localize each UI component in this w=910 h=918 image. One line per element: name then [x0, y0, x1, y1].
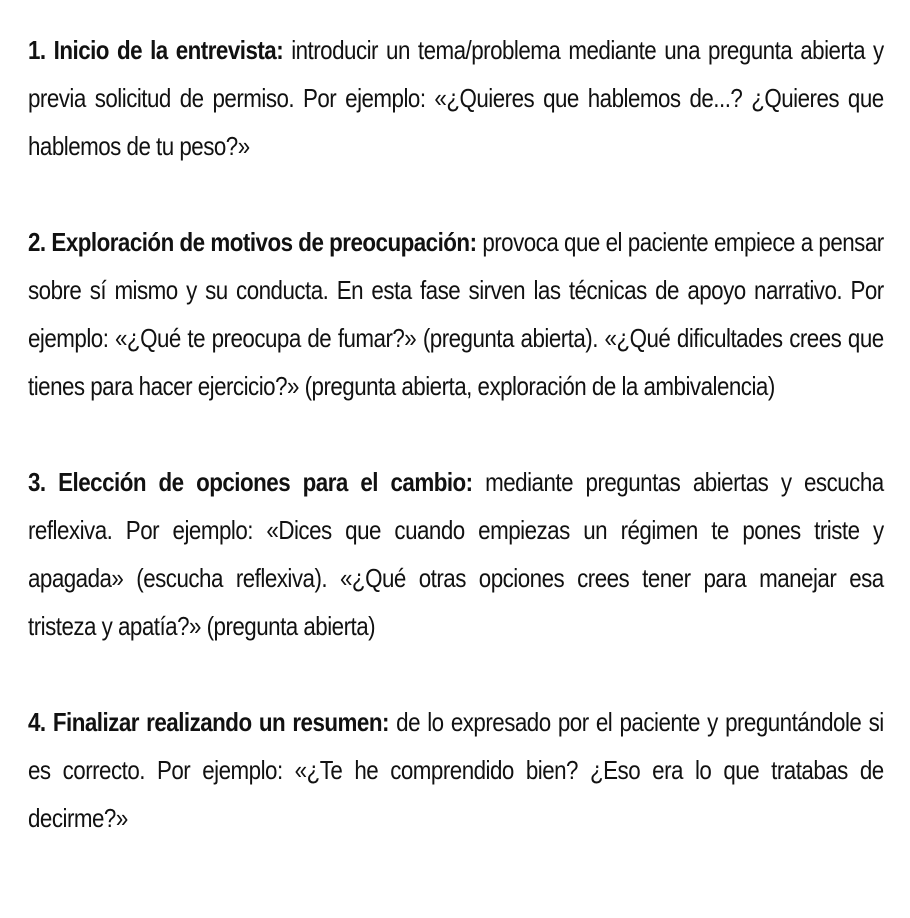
step-heading-2: 2. Exploración de motivos de preocupación:	[28, 227, 477, 257]
step-text-1: introducir un tema/problema mediante una pregunta abierta y previa solicitud de permiso. Por ejemplo: «¿Quieres que hablemos de...? ¿Quieres que hablemos de tu peso?»	[28, 35, 884, 161]
step-heading-4: 4. Finalizar realizando un resumen:	[28, 707, 389, 737]
step-text-4: de lo expresado por el paciente y preguntándole si es correcto. Por ejemplo: «¿Te he comprendido bien? ¿Eso era lo que tratabas de decirme?»	[28, 707, 884, 833]
step-text-3: mediante preguntas abiertas y escucha reflexiva. Por ejemplo: «Dices que cuando empiezas un régimen te pones triste y apagada» (escucha reflexiva). «¿Qué otras opciones crees tener para manejar esa tristeza y apatía?» (pregunta abierta)	[28, 467, 884, 641]
step-text-2: provoca que el paciente empiece a pensar sobre sí mismo y su conducta. En esta fase sirven las técnicas de apoyo narrativo. Por ejemplo: «¿Qué te preocupa de fumar?» (pregunta abierta). «¿Qué dificultades crees que tienes para hacer ejercicio?» (pregunta abierta, exploración de la ambivalencia)	[28, 227, 884, 401]
step-paragraph-4	[28, 698, 884, 842]
step-paragraph-1	[28, 26, 884, 170]
document-body	[28, 26, 884, 842]
step-paragraph-3	[28, 458, 884, 650]
step-heading-3: 3. Elección de opciones para el cambio:	[28, 467, 473, 497]
step-paragraph-2	[28, 218, 884, 410]
step-heading-1: 1. Inicio de la entrevista:	[28, 35, 284, 65]
